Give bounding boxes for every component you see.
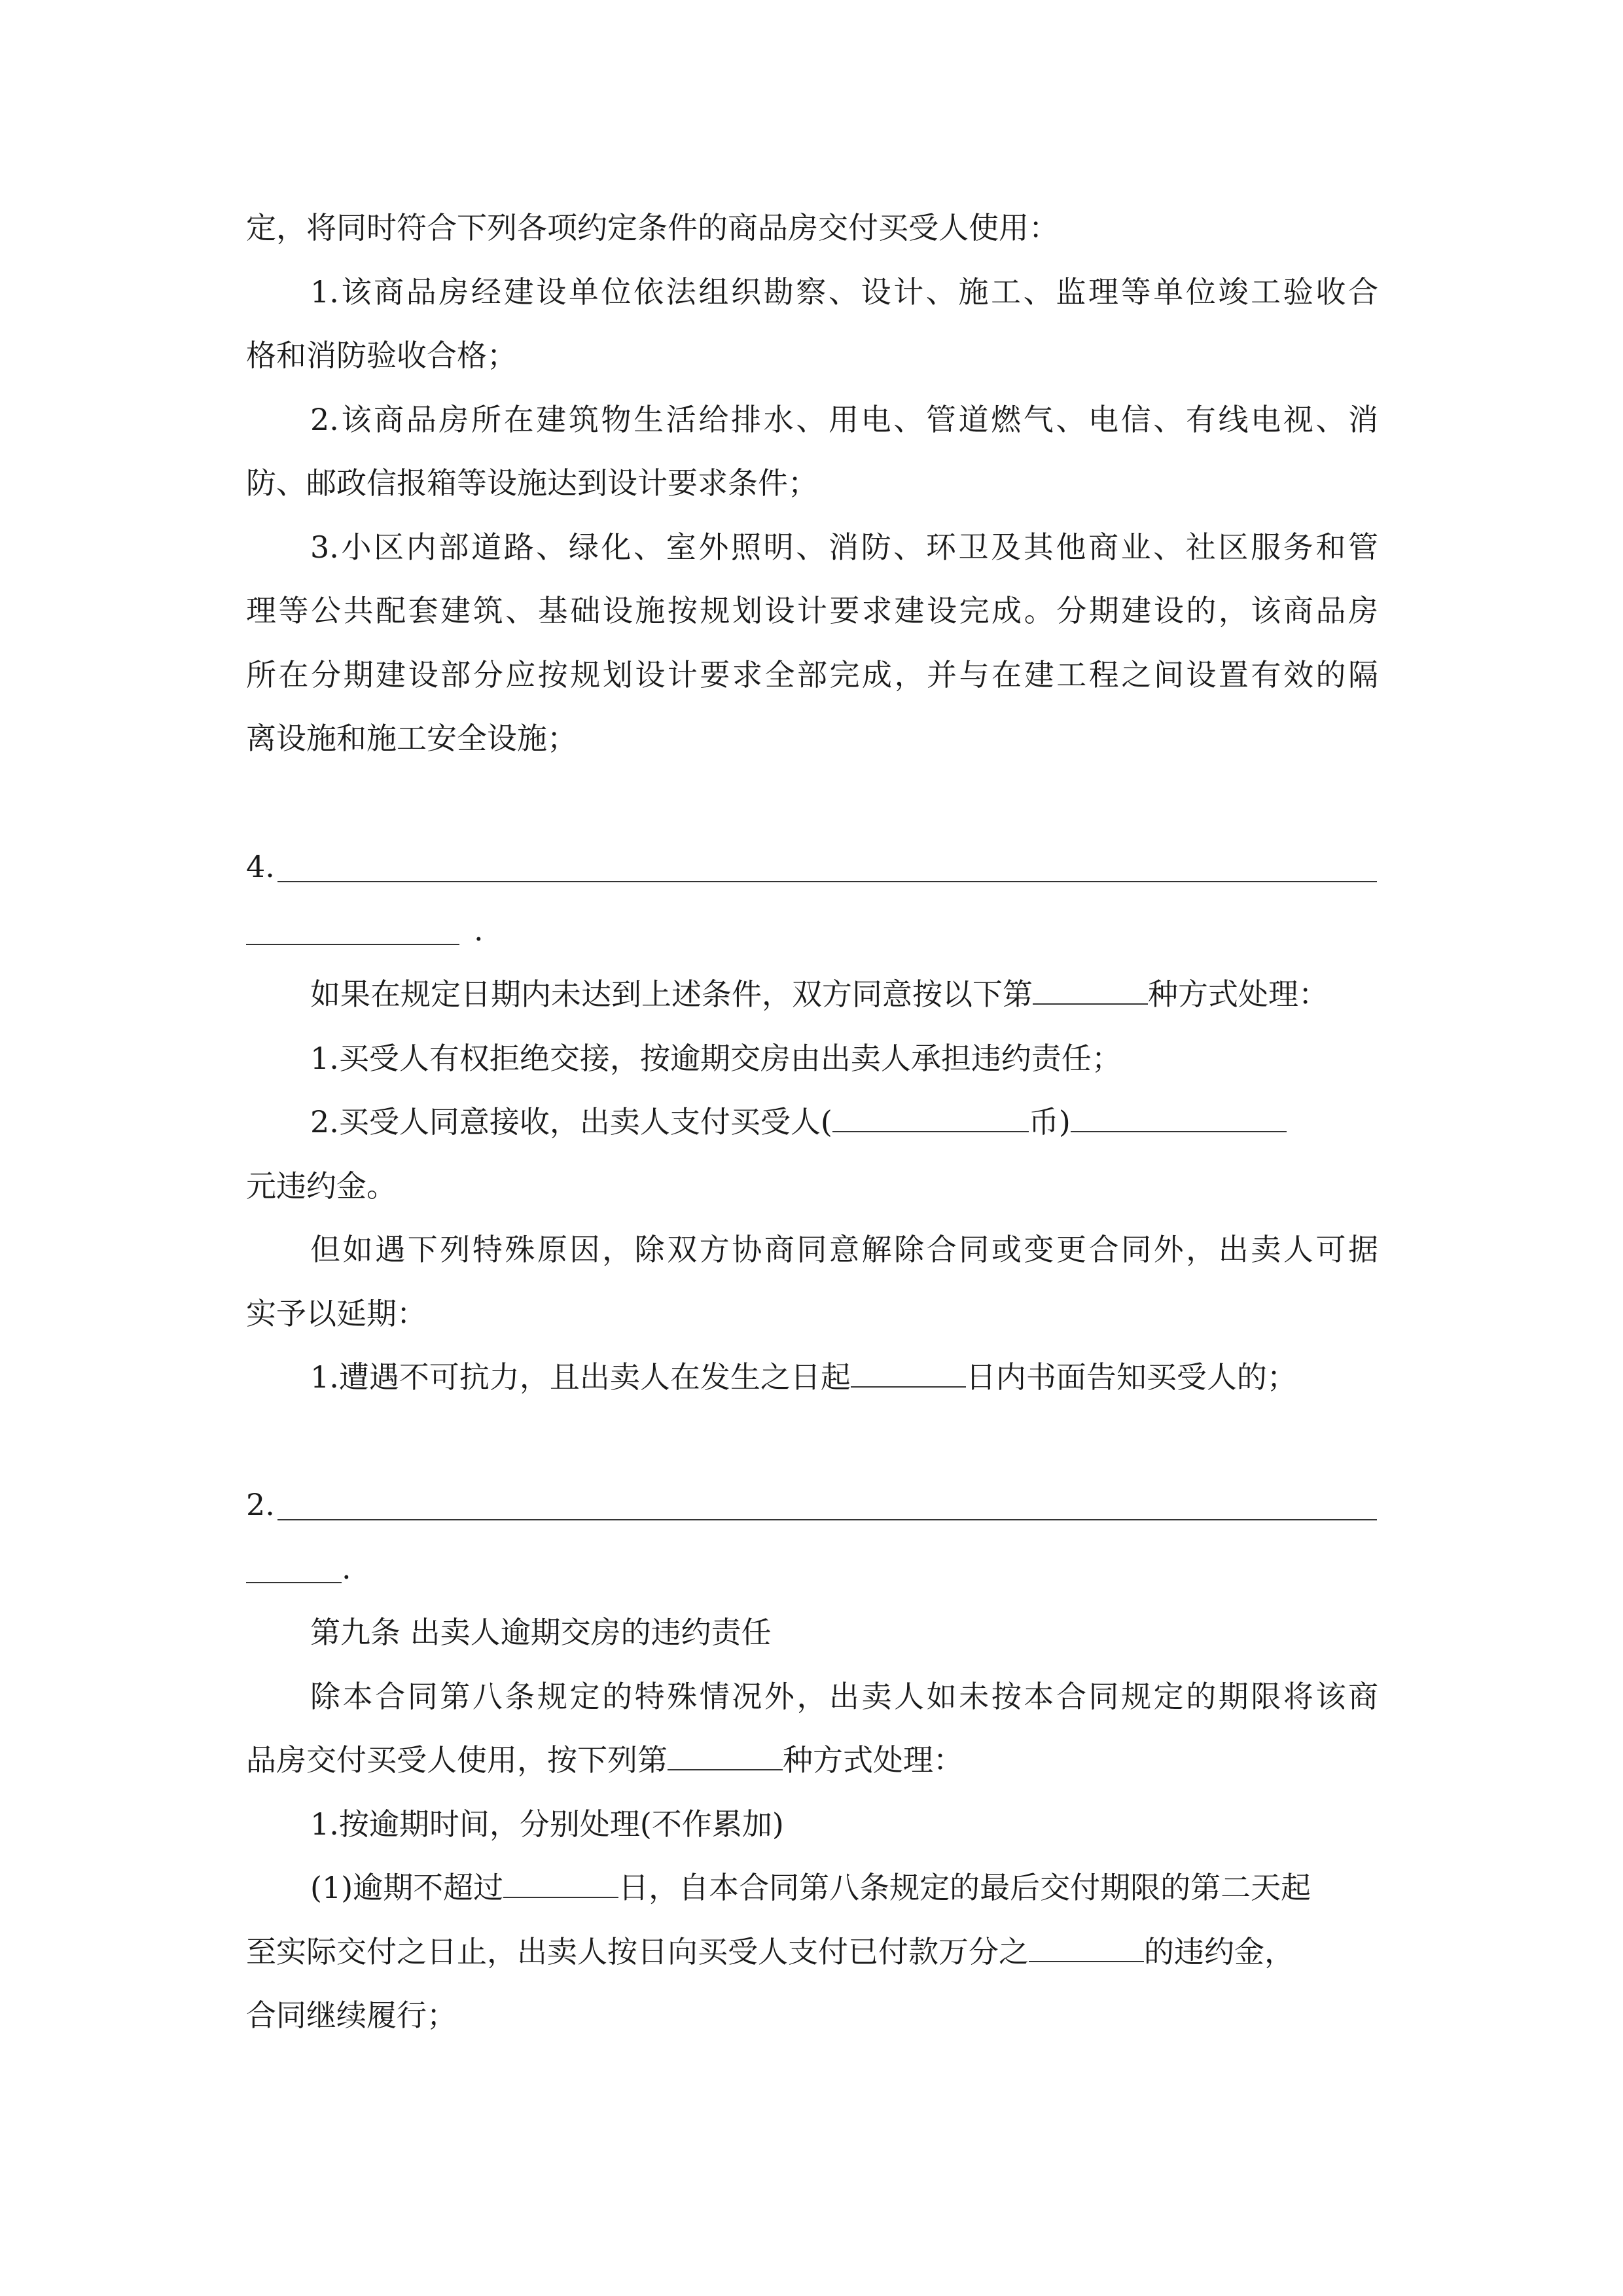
option-1-line: 1.按逾期时间，分别处理(不作累加) — [310, 1806, 784, 1842]
paragraph-line — [310, 971, 1378, 1017]
paragraph-line: 定，将同时符合下列各项约定条件的商品房交付买受人使用： — [246, 210, 1059, 245]
sentence-part: 日内书面告知买受人的； — [965, 1359, 1297, 1395]
sentence-part: 至实际交付之日止，出卖人按日向买受人支付已付款万分之 — [246, 1934, 1029, 1969]
delay-reason-2-label: 2. — [246, 1487, 275, 1522]
article-heading: 第九条 出卖人逾期交房的违约责任 — [310, 1615, 772, 1650]
fill-in-blank[interactable] — [1033, 973, 1148, 1005]
fill-in-blank-line[interactable] — [246, 1582, 342, 1583]
fill-in-blank-line[interactable] — [277, 1519, 1377, 1520]
fill-in-blank[interactable] — [668, 1739, 783, 1770]
sentence-part: 2.买受人同意接收，出卖人支付买受人( — [310, 1104, 832, 1139]
sub-clause-line-cont: 合同继续履行； — [246, 1998, 457, 2033]
fill-in-blank-line[interactable] — [277, 881, 1377, 882]
option-1-line: 1.买受人有权拒绝交接，按逾期交房由出卖人承担违约责任； — [310, 1041, 1122, 1076]
sub-clause-line — [310, 1865, 1378, 1910]
clause-3-line-cont: 离设施和施工安全设施； — [246, 721, 577, 756]
fill-in-blank[interactable] — [1029, 1931, 1144, 1962]
clause-4-label: 4. — [246, 849, 275, 884]
fill-in-blank[interactable] — [851, 1356, 966, 1388]
sentence-part: (1)逾期不超过 — [310, 1870, 504, 1905]
option-2-line-cont: 元违约金。 — [246, 1168, 397, 1204]
clause-3-line-cont: 所在分期建设部分应按规划设计要求全部完成，并与在建工程之间设置有效的隔 — [246, 657, 1378, 692]
fill-in-blank[interactable] — [832, 1101, 1029, 1132]
delay-reason-2-end: . — [342, 1551, 351, 1586]
clause-3-line-cont: 理等公共配套建筑、基础设施按规划设计要求建设完成。分期建设的，该商品房 — [246, 593, 1378, 628]
sentence-part: 的违约金， — [1144, 1934, 1294, 1969]
clause-1-line-cont: 格和消防验收合格； — [246, 338, 517, 373]
clause-2-line-cont: 防、邮政信报箱等设施达到设计要求条件； — [246, 465, 818, 501]
fill-in-blank[interactable] — [1071, 1101, 1287, 1132]
sub-clause-line-cont — [246, 1929, 1378, 1975]
paragraph-line: 除本合同第八条规定的特殊情况外，出卖人如未按本合同规定的期限将该商 — [310, 1679, 1378, 1714]
paragraph-line-cont: 实予以延期： — [246, 1296, 427, 1331]
paragraph-line-cont — [246, 1737, 1378, 1783]
fill-in-blank-line[interactable] — [246, 944, 459, 945]
sentence-part: 种方式处理： — [783, 1742, 963, 1778]
option-2-line — [310, 1099, 1378, 1145]
paragraph-line: 但如遇下列特殊原因，除双方协商同意解除合同或变更合同外，出卖人可据 — [310, 1232, 1378, 1267]
clause-2-line: 2.该商品房所在建筑物生活给排水、用电、管道燃气、电信、有线电视、消 — [310, 402, 1378, 437]
clause-3-line: 3.小区内部道路、绿化、室外照明、消防、环卫及其他商业、社区服务和管 — [310, 529, 1378, 565]
sentence-part: 品房交付买受人使用，按下列第 — [246, 1742, 668, 1778]
sentence-part: 1.遭遇不可抗力，且出卖人在发生之日起 — [310, 1359, 851, 1395]
clause-4-end: . — [474, 912, 484, 948]
fill-in-blank[interactable] — [503, 1867, 618, 1898]
sentence-part: 日，自本合同第八条规定的最后交付期限的第二天起 — [618, 1870, 1311, 1905]
sentence-part: 如果在规定日期内未达到上述条件，双方同意按以下第 — [310, 977, 1033, 1012]
sentence-part: 种方式处理： — [1148, 977, 1329, 1012]
clause-1-line: 1.该商品房经建设单位依法组织勘察、设计、施工、监理等单位竣工验收合 — [310, 274, 1378, 310]
sentence-part: 币) — [1028, 1104, 1071, 1139]
delay-reason-1-line — [310, 1354, 1378, 1400]
